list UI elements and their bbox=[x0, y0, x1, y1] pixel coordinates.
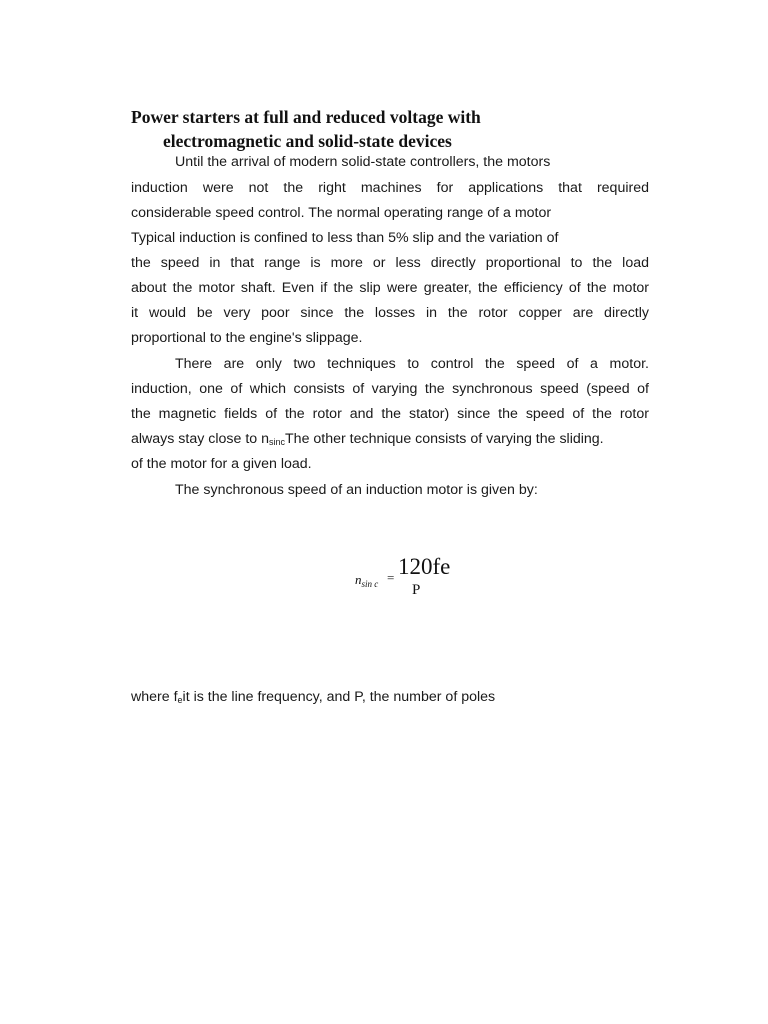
formula-lhs-subscript: sin c bbox=[361, 579, 379, 589]
paragraph-1-line-1: Until the arrival of modern solid-state controllers, the motors bbox=[175, 154, 551, 170]
formula-equals: = bbox=[387, 570, 395, 585]
document-title-line-2: electromagnetic and solid-state devices bbox=[163, 131, 452, 151]
paragraph-1-line-6: about the motor shaft. Even if the slip were greater, the efficiency of the motor bbox=[131, 280, 649, 296]
document-title-line-1: Power starters at full and reduced voltage with bbox=[131, 107, 481, 127]
formula-denominator: P bbox=[412, 582, 421, 598]
where-line bbox=[131, 687, 649, 707]
formula-numerator: 120fe bbox=[398, 554, 451, 579]
paragraph-2-line-4-suffix: The other technique consists of varying the sliding. bbox=[285, 431, 604, 447]
fe-subscript: e bbox=[177, 695, 183, 705]
paragraph-1-line-5: the speed in that range is more or less directly proportional to the load bbox=[131, 255, 649, 271]
paragraph-1-line-7: it would be very poor since the losses in the rotor copper are directly bbox=[131, 305, 649, 321]
paragraph-2-line-5: of the motor for a given load. bbox=[131, 456, 312, 472]
paragraph-2-line-2: induction, one of which consists of varying the synchronous speed (speed of bbox=[131, 381, 649, 397]
paragraph-1-line-4: Typical induction is confined to less than 5% slip and the variation of bbox=[131, 230, 559, 246]
formula-lhs-symbol: n bbox=[355, 572, 362, 587]
paragraph-3: The synchronous speed of an induction motor is given by: bbox=[175, 482, 538, 498]
paragraph-1-line-3: considerable speed control. The normal operating range of a motor bbox=[131, 205, 552, 221]
formula-lhs bbox=[355, 572, 378, 589]
paragraph-2-line-1: There are only two techniques to control the speed of a motor. bbox=[175, 356, 649, 372]
n-sinc-subscript: sinc bbox=[269, 437, 286, 447]
where-prefix: where f bbox=[131, 689, 178, 705]
paragraph-1-line-2: induction were not the right machines for applications that required bbox=[131, 180, 649, 196]
paragraph-2-line-4-prefix: always stay close to n bbox=[131, 431, 269, 447]
synchronous-speed-formula bbox=[355, 554, 475, 604]
paragraph-2-line-3: the magnetic fields of the rotor and the stator) since the speed of the rotor bbox=[131, 406, 649, 422]
paragraph-1-line-8: proportional to the engine's slippage. bbox=[131, 330, 363, 346]
paragraph-2-line-4 bbox=[131, 429, 649, 449]
where-suffix: it is the line frequency, and P, the number of poles bbox=[182, 689, 496, 705]
